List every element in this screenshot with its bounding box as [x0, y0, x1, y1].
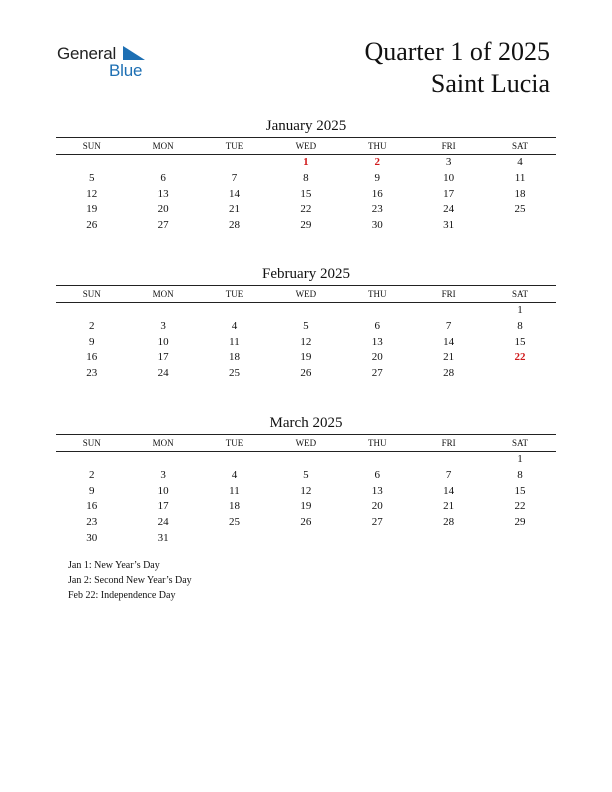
day-cell: 8 [517, 319, 523, 332]
day-cell: 4 [231, 468, 238, 481]
day-cell: 9 [374, 171, 380, 184]
day-cell: 24 [157, 367, 169, 380]
day-cell: 10 [157, 484, 169, 497]
day-cell: 21 [443, 500, 455, 513]
day-cell: 4 [517, 156, 523, 168]
day-cell: 5 [303, 468, 309, 481]
day-cell: 19 [300, 351, 312, 364]
day-cell: 23 [86, 516, 98, 529]
day-cell: 28 [443, 516, 455, 529]
quarter-title: Quarter 1 of 2025 [364, 37, 550, 66]
day-cell: 23 [371, 203, 383, 216]
day-cell: 15 [300, 187, 312, 200]
holiday-note: Feb 22: Independence Day [68, 590, 176, 601]
day-grid [56, 303, 556, 382]
day-cell: 9 [88, 335, 95, 348]
brand-blue-text: Blue [109, 61, 143, 80]
empty-day-cell [484, 218, 555, 234]
weekday-label: THU [368, 438, 387, 448]
day-cell: 28 [443, 367, 455, 380]
weekday-label: FRI [441, 141, 456, 151]
day-cell: 3 [160, 468, 166, 481]
day-cell: 7 [445, 468, 452, 481]
weekday-label: FRI [441, 438, 456, 448]
weekday-label: SAT [512, 289, 529, 299]
weekday-label: MON [152, 438, 174, 448]
day-cell: 25 [228, 516, 240, 529]
day-cell: 27 [371, 367, 383, 380]
holiday-day-cell: 2 [374, 156, 380, 168]
day-cell: 15 [514, 484, 526, 497]
weekday-label: SUN [82, 438, 101, 448]
day-cell: 3 [445, 156, 452, 168]
day-cell: 26 [300, 367, 312, 380]
empty-day-cell [413, 452, 484, 468]
day-cell: 5 [303, 319, 309, 332]
holiday-note: Jan 1: New Year’s Day [68, 560, 160, 571]
day-cell: 21 [443, 351, 455, 364]
day-cell: 15 [514, 335, 526, 348]
empty-day-cell [270, 452, 341, 468]
day-cell: 29 [514, 516, 526, 529]
empty-day-cell [484, 531, 555, 547]
day-cell: 17 [443, 187, 455, 200]
empty-day-cell [199, 531, 270, 547]
day-cell: 13 [371, 335, 383, 348]
empty-day-cell [270, 303, 341, 319]
day-cell: 8 [517, 468, 523, 481]
day-cell: 9 [88, 484, 95, 497]
day-cell: 16 [86, 351, 98, 364]
day-cell: 18 [514, 187, 526, 200]
weekday-label: WED [295, 289, 317, 299]
day-cell: 27 [157, 219, 169, 232]
day-grid [56, 452, 556, 547]
day-cell: 17 [157, 500, 169, 513]
day-cell: 30 [86, 531, 98, 544]
day-cell: 22 [300, 203, 312, 216]
day-cell: 7 [231, 171, 238, 184]
day-cell: 18 [228, 500, 240, 513]
day-cell: 13 [157, 187, 169, 200]
day-cell: 11 [229, 484, 240, 497]
weekday-label: SAT [512, 141, 529, 151]
day-cell: 8 [303, 171, 309, 184]
weekday-label: SAT [512, 438, 529, 448]
empty-day-cell [413, 531, 484, 547]
day-cell: 21 [228, 203, 240, 216]
day-cell: 11 [514, 171, 526, 184]
day-cell: 1 [517, 304, 523, 316]
empty-day-cell [413, 303, 484, 319]
month-title: January 2025 [265, 118, 347, 134]
holiday-day-cell: 1 [303, 156, 309, 168]
weekday-label: WED [295, 141, 317, 151]
weekday-header [56, 138, 556, 153]
day-cell: 6 [374, 319, 380, 332]
empty-day-cell [56, 303, 127, 319]
month-january [56, 116, 556, 234]
empty-day-cell [199, 155, 270, 171]
weekday-label: MON [152, 141, 174, 151]
day-cell: 26 [86, 219, 98, 232]
day-cell: 29 [300, 219, 312, 232]
day-cell: 23 [86, 367, 98, 380]
weekday-label: THU [368, 289, 387, 299]
day-cell: 11 [229, 335, 240, 348]
empty-day-cell [199, 452, 270, 468]
page-title [364, 36, 550, 100]
day-cell: 16 [86, 500, 98, 513]
day-cell: 10 [157, 335, 169, 348]
day-cell: 26 [300, 516, 312, 529]
weekday-header [56, 435, 556, 450]
empty-day-cell [56, 452, 127, 468]
day-cell: 18 [228, 351, 240, 364]
day-cell: 14 [443, 484, 455, 497]
day-cell: 12 [300, 484, 312, 497]
weekday-header [56, 286, 556, 301]
day-cell: 14 [228, 187, 240, 200]
day-cell: 20 [371, 351, 383, 364]
day-cell: 25 [228, 367, 240, 380]
country-title: Saint Lucia [430, 69, 550, 98]
holiday-notes [68, 558, 192, 603]
day-cell: 12 [86, 187, 98, 200]
empty-day-cell [270, 531, 341, 547]
day-cell: 3 [160, 319, 166, 332]
brand-general-text: General [57, 44, 117, 63]
month-march [56, 413, 556, 547]
weekday-label: FRI [441, 289, 456, 299]
empty-day-cell [127, 303, 198, 319]
day-cell: 5 [88, 171, 95, 184]
weekday-label: SUN [82, 141, 101, 151]
day-cell: 19 [300, 500, 312, 513]
day-cell: 25 [514, 203, 526, 216]
day-cell: 10 [443, 171, 455, 184]
empty-day-cell [342, 303, 413, 319]
day-cell: 7 [445, 319, 452, 332]
day-cell: 1 [517, 453, 523, 465]
day-cell: 16 [371, 187, 383, 200]
day-cell: 6 [160, 171, 166, 184]
weekday-label: MON [152, 289, 174, 299]
brand-flag-icon [123, 46, 145, 60]
weekday-label: SUN [82, 289, 101, 299]
weekday-label: WED [295, 438, 317, 448]
day-cell: 12 [300, 335, 312, 348]
brand-logo [57, 44, 157, 84]
empty-day-cell [127, 452, 198, 468]
empty-day-cell [56, 155, 127, 171]
day-cell: 31 [157, 531, 169, 544]
weekday-label: TUE [225, 438, 244, 448]
day-cell: 2 [88, 319, 95, 332]
day-cell: 20 [157, 203, 169, 216]
day-cell: 14 [443, 335, 455, 348]
month-title: February 2025 [262, 266, 350, 282]
day-cell: 20 [371, 500, 383, 513]
holiday-day-cell: 22 [514, 351, 526, 364]
day-cell: 24 [443, 203, 455, 216]
day-cell: 4 [231, 319, 238, 332]
weekday-label: THU [368, 141, 387, 151]
day-cell: 22 [514, 500, 526, 513]
empty-day-cell [199, 303, 270, 319]
day-cell: 2 [88, 468, 95, 481]
day-cell: 17 [157, 351, 169, 364]
month-title: March 2025 [269, 415, 343, 431]
empty-day-cell [342, 531, 413, 547]
day-cell: 24 [157, 516, 169, 529]
day-cell: 6 [374, 468, 380, 481]
day-cell: 31 [443, 219, 455, 232]
day-cell: 19 [86, 203, 98, 216]
day-cell: 13 [371, 484, 383, 497]
month-february [56, 264, 556, 382]
weekday-label: TUE [225, 289, 244, 299]
weekday-label: TUE [225, 141, 244, 151]
empty-day-cell [484, 366, 555, 382]
empty-day-cell [342, 452, 413, 468]
day-cell: 28 [228, 219, 240, 232]
empty-day-cell [127, 155, 198, 171]
holiday-note: Jan 2: Second New Year’s Day [68, 575, 192, 586]
day-cell: 30 [371, 219, 383, 232]
day-grid [56, 155, 556, 234]
day-cell: 27 [371, 516, 383, 529]
